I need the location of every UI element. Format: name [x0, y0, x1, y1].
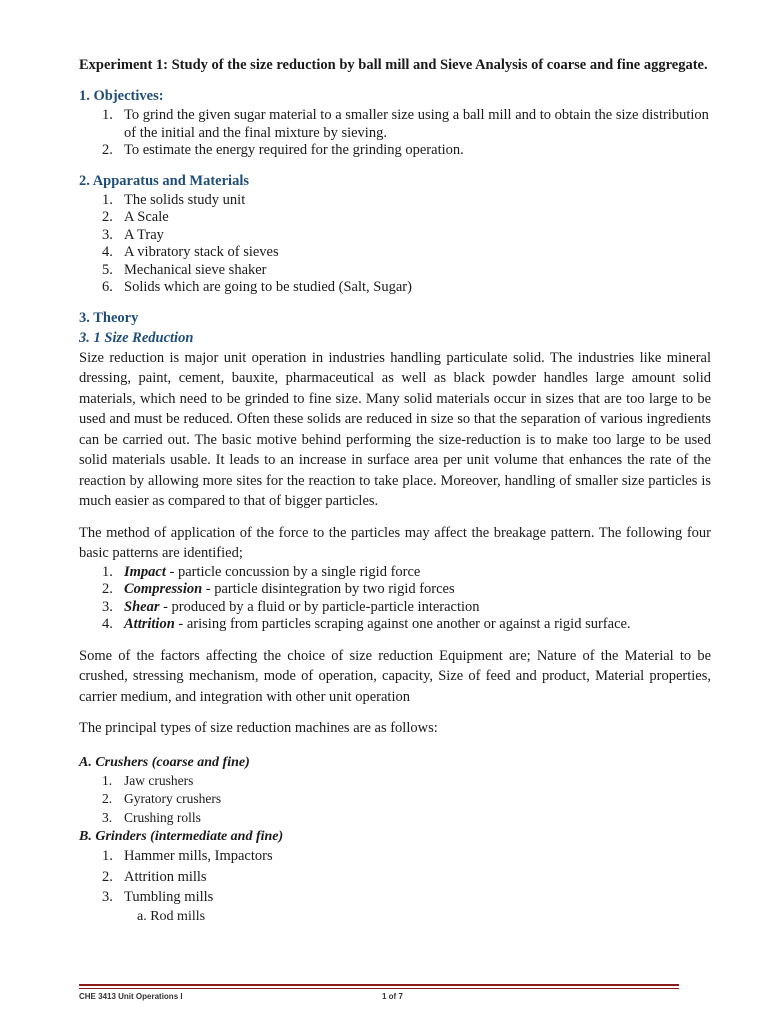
grinders-label: B. Grinders (intermediate and fine) — [79, 829, 284, 844]
crushers-list — [79, 772, 711, 828]
list-item: 1. The solids study unit — [102, 191, 246, 208]
list-item: 2. Attrition mills — [102, 868, 207, 885]
theory-paragraph-1: Size reduction is major unit operation in industries handling particulate solid. The industries like mineral dressing, paint, cement, bauxite, pharmaceutical as well as black powder handles large amount solid materials, which need to be grinded to fine size. Many solid materials occur in sizes that are too large to be used and must be reduced. Often these solids are reduced in size so that the separation of various ingredients can be carried out. The basic motive behind performing the size-reduction is to make too large to be used solid materials usable. It leads to an increase in surface area per unit volume that enhances the rate of the reaction by allowing more sites for the reaction to take place. Moreover, handling of smaller size particles is much easier as compared to that of bigger particles. — [79, 349, 711, 509]
list-item: 1. Jaw crushers — [102, 772, 194, 788]
objectives-list — [79, 107, 711, 160]
list-item: 4. Attrition - arising from particles scraping against one another or against a rigid surface. — [102, 616, 631, 632]
experiment-title: Experiment 1: Study of the size reduction by ball mill and Sieve Analysis of coarse and fine aggregate. — [79, 57, 708, 73]
list-item: 2. A Scale — [102, 209, 169, 225]
footer-rule — [79, 984, 679, 986]
list-item: 3. Shear - produced by a fluid or by particle-particle interaction — [102, 598, 480, 615]
size-reduction-subheading: 3. 1 Size Reduction — [79, 329, 194, 346]
objectives-heading: 1. Objectives: — [79, 88, 164, 104]
footer-page-number: 1 of 7 — [382, 992, 403, 1001]
list-item: 1. Impact - particle concussion by a single rigid force — [102, 563, 421, 580]
list-item: 2. Compression - particle disintegration by two rigid forces — [102, 581, 455, 597]
list-item: 4. A vibratory stack of sieves — [102, 244, 279, 260]
list-item: 1. Hammer mills, Impactors — [102, 848, 273, 864]
page-content — [79, 55, 711, 926]
list-item: 3. Crushing rolls — [102, 809, 201, 825]
list-item: 3. Tumbling mills — [102, 889, 214, 905]
theory-heading: 3. Theory — [79, 309, 139, 326]
rod-mills-subitem: a. Rod mills — [137, 908, 206, 924]
crushers-label: A. Crushers (coarse and fine) — [79, 754, 250, 770]
list-item: 1. To grind the given sugar material to a smaller size using a ball mill and to obtain the size distribution of the initial and the final mixture by sieving. — [102, 107, 709, 141]
list-item: 5. Mechanical sieve shaker — [102, 261, 267, 278]
footer-course: CHE 3413 Unit Operations I — [79, 992, 183, 1001]
breakage-patterns-list — [79, 564, 711, 634]
list-item: 6. Solids which are going to be studied (Salt, Sugar) — [102, 279, 412, 295]
page-footer — [79, 984, 679, 1003]
theory-paragraph-3: Some of the factors affecting the choice of size reduction Equipment are; Nature of the Material to be crushed, stressing mechanism, mode of operation, capacity, Size of feed and product, Material properties, carrier medium, and integration with other unit operation — [79, 647, 711, 705]
apparatus-heading: 2. Apparatus and Materials — [79, 172, 249, 189]
list-item: 2. To estimate the energy required for the grinding operation. — [102, 142, 464, 158]
theory-paragraph-4: The principal types of size reduction machines are as follows: — [79, 720, 438, 736]
apparatus-list — [79, 192, 711, 297]
theory-paragraph-2: The method of application of the force to the particles may affect the breakage pattern. The following four basic patterns are identified; — [79, 524, 711, 561]
list-item: 3. A Tray — [102, 226, 164, 243]
grinders-list — [79, 846, 711, 908]
list-item: 2. Gyratory crushers — [102, 791, 222, 806]
